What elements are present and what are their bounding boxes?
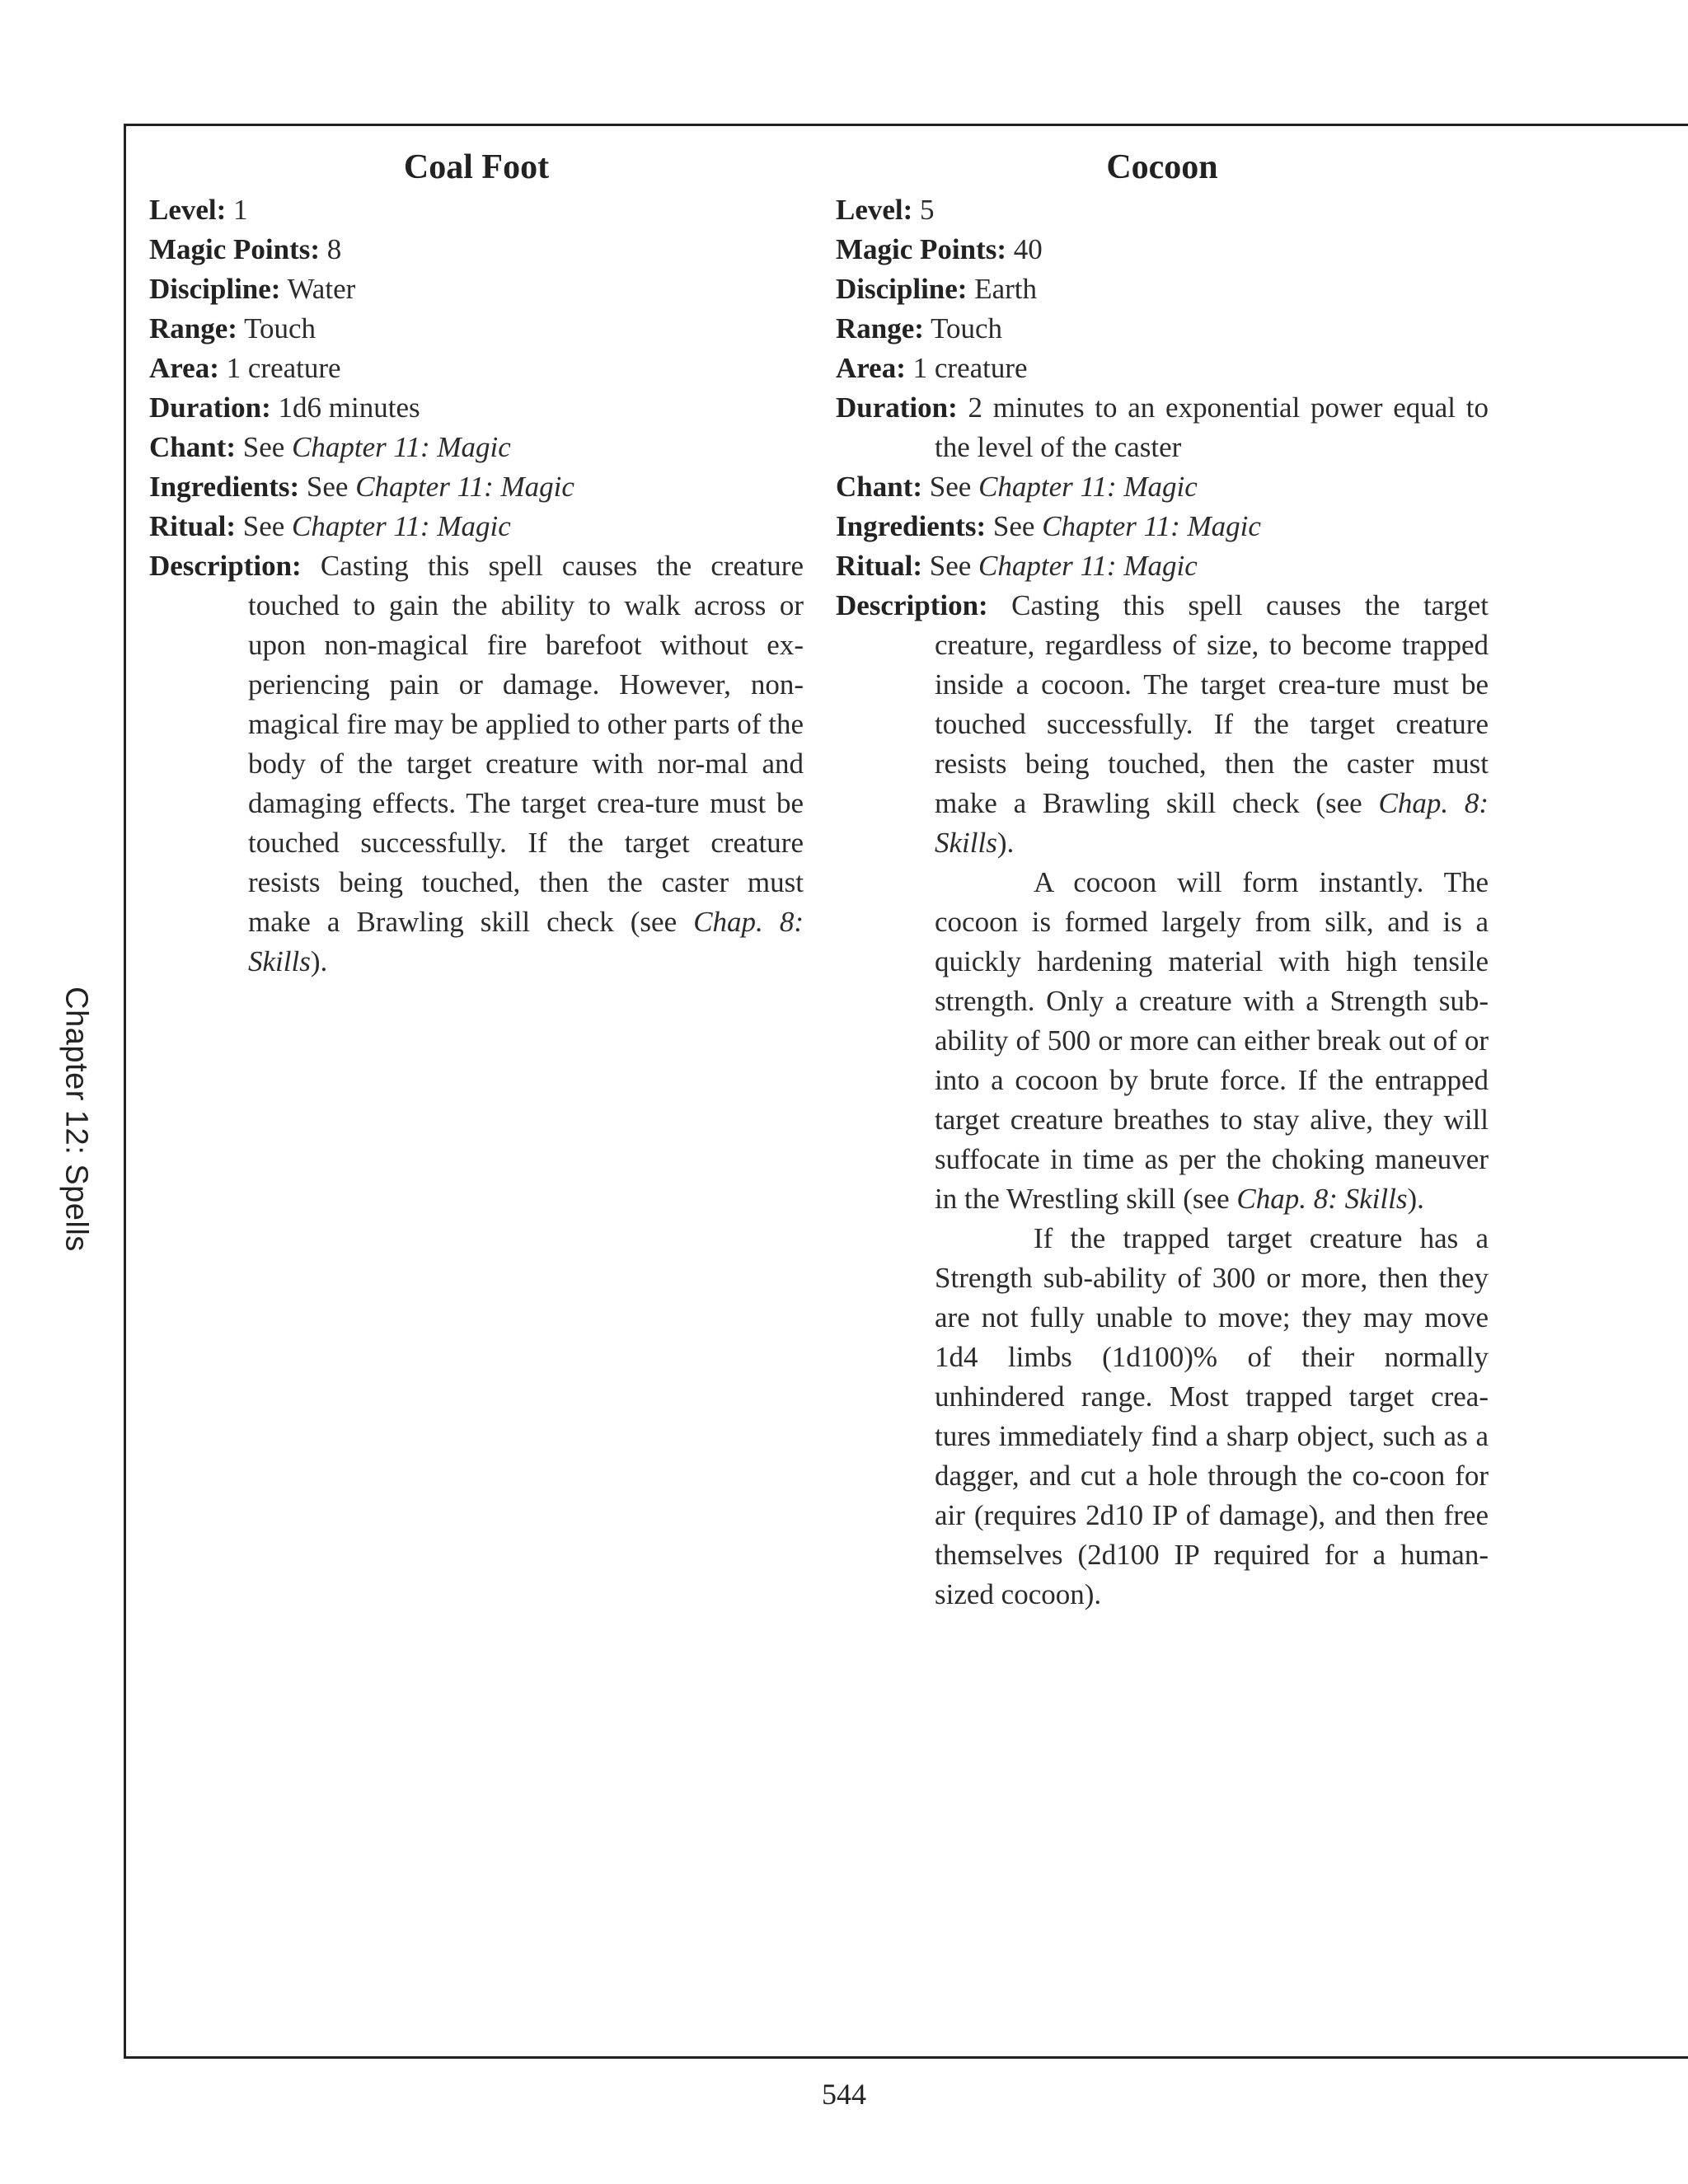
chapter-reference: Chap. 8: Skills — [248, 906, 804, 977]
stat-value: 2 minutes to an exponential power equal to the level of the caster — [935, 391, 1489, 463]
spell-magic-points — [149, 230, 804, 269]
spell-entry-cocoon — [836, 144, 1489, 1615]
stat-value: 8 — [326, 233, 342, 265]
spell-entry-coal-foot — [149, 144, 804, 982]
spell-discipline — [149, 269, 804, 309]
stat-label: Discipline: — [836, 273, 968, 305]
spell-area — [836, 349, 1489, 388]
stat-value: See — [929, 550, 972, 582]
chapter-reference: Chapter 11: Magic — [978, 550, 1198, 582]
stat-value: Earth — [974, 273, 1037, 305]
spell-magic-points — [836, 230, 1489, 269]
stat-label: Chant: — [836, 471, 923, 503]
page-number: 544 — [822, 2078, 866, 2111]
description-paragraph — [935, 863, 1489, 1219]
stat-value: See — [992, 510, 1035, 542]
stat-label: Ingredients: — [149, 471, 300, 503]
chapter-side-label: Chapter 12: Spells — [59, 987, 94, 1252]
spell-description — [149, 546, 804, 982]
chapter-reference: Chapter 11: Magic — [978, 471, 1198, 503]
page-frame-left-rule — [124, 124, 126, 2059]
stat-label: Description: — [149, 550, 302, 582]
stat-label: Discipline: — [149, 273, 281, 305]
stat-value: Touch — [244, 312, 316, 344]
stat-label: Duration: — [149, 391, 271, 424]
stat-label: Area: — [836, 352, 906, 384]
stat-label: Range: — [149, 312, 237, 344]
spell-ingredients — [149, 467, 804, 507]
chapter-reference: Chap. 8: Skills — [935, 787, 1489, 859]
spell-ritual — [149, 507, 804, 546]
stat-value: See — [929, 471, 972, 503]
page-frame-bottom-rule — [124, 2056, 1688, 2059]
description-end: ). — [996, 827, 1015, 859]
stat-value: 40 — [1013, 233, 1043, 265]
spell-level — [836, 190, 1489, 230]
spell-duration — [149, 388, 804, 428]
spell-title: Coal Foot — [403, 148, 550, 186]
spell-discipline — [836, 269, 1489, 309]
spell-duration — [836, 388, 1489, 467]
stat-value: Touch — [931, 312, 1003, 344]
stat-label: Magic Points: — [149, 233, 321, 265]
stat-label: Magic Points: — [836, 233, 1007, 265]
spell-description-continued — [836, 863, 1489, 1615]
spell-title: Cocoon — [1106, 148, 1218, 186]
chapter-reference: Chapter 11: Magic — [1042, 510, 1261, 542]
stat-label: Area: — [149, 352, 219, 384]
spell-level — [149, 190, 804, 230]
spell-ritual — [836, 546, 1489, 586]
stat-label: Ingredients: — [836, 510, 987, 542]
description-text: Casting this spell causes the target creature, regardless of size, to become trapped inside a cocoon. The target crea-ture must be touched successfully. If the target creature resists being touched, then the caster must make a Brawling skill check (see — [935, 589, 1489, 819]
stat-value: Water — [287, 273, 356, 305]
stat-value: 5 — [920, 194, 935, 226]
stat-label: Range: — [836, 312, 924, 344]
description-text: Casting this spell causes the creature touched to gain the ability to walk across or upon non-magical fire barefoot without ex-periencing pain or damage. However, non-magical fire may be applied to other parts of the body of the target creature with nor-mal and damaging effects. The target crea-ture must be touched successfully. If the target creature resists being touched, then the caster must make a Brawling skill check (see — [248, 550, 804, 938]
stat-value: See — [242, 431, 285, 463]
stat-label: Description: — [836, 589, 988, 621]
chapter-reference: Chapter 11: Magic — [292, 510, 511, 542]
stat-label: Ritual: — [149, 510, 236, 542]
stat-value: 1 — [233, 194, 248, 226]
spell-chant — [149, 428, 804, 467]
spell-area — [149, 349, 804, 388]
stat-value: 1 creature — [226, 352, 341, 384]
stat-label: Level: — [149, 194, 227, 226]
description-paragraph — [935, 1219, 1489, 1615]
description-text: If the trapped target creature has a Strength sub-ability of 300 or more, then they are not fully unable to move; they may move 1d4 limbs (1d100)% of their normally unhindered range. Most trapped target crea-tures immediately find a sharp object, such as a dagger, and cut a hole through the co-coon for air (requires 2d10 IP of damage), and then free themselves (2d100 IP required for a human-sized cocoon). — [935, 1222, 1489, 1610]
spell-range — [836, 309, 1489, 349]
stat-value: 1 creature — [912, 352, 1028, 384]
stat-label: Duration: — [836, 391, 958, 424]
stat-label: Level: — [836, 194, 913, 226]
stat-value: See — [242, 510, 285, 542]
spell-description — [836, 586, 1489, 863]
spell-range — [149, 309, 804, 349]
chapter-reference: Chapter 11: Magic — [292, 431, 511, 463]
page-frame-top-rule — [125, 124, 1688, 126]
spell-chant — [836, 467, 1489, 507]
chapter-reference: Chapter 11: Magic — [355, 471, 574, 503]
stat-value: 1d6 minutes — [278, 391, 420, 424]
stat-label: Chant: — [149, 431, 237, 463]
stat-label: Ritual: — [836, 550, 922, 582]
description-end: ). — [1407, 1183, 1424, 1215]
description-text: A cocoon will form instantly. The cocoon is formed largely from silk, and is a quickly hardening material with high tensile strength. Only a creature with a Strength sub-ability of 500 or more can either break out of or into a cocoon by brute force. If the entrapped target creature breathes to stay alive, they will suffocate in time as per the choking maneuver in the Wrestling skill (see — [935, 866, 1489, 1215]
stat-value: See — [306, 471, 349, 503]
chapter-reference: Chap. 8: Skills — [1236, 1183, 1408, 1215]
description-end: ). — [310, 945, 328, 977]
spell-ingredients — [836, 507, 1489, 546]
